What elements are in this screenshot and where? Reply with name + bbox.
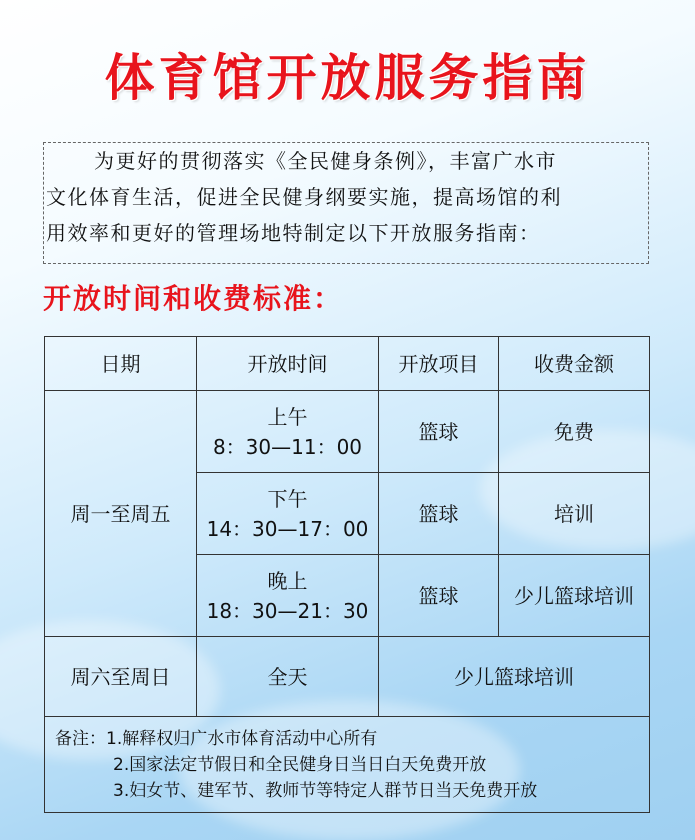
table-header-row bbox=[45, 337, 650, 391]
item-cell: 篮球 bbox=[379, 391, 499, 473]
notes-row bbox=[45, 717, 650, 813]
schedule-table bbox=[44, 336, 650, 813]
item-cell: 篮球 bbox=[379, 555, 499, 637]
weekend-time: 全天 bbox=[197, 637, 379, 717]
period-label: 晚上 bbox=[267, 568, 308, 593]
period-label: 下午 bbox=[267, 486, 308, 511]
header-cell: 收费金额 bbox=[499, 337, 650, 391]
header-cell: 日期 bbox=[45, 337, 197, 391]
item-cell: 篮球 bbox=[379, 473, 499, 555]
table-row bbox=[45, 391, 650, 473]
header-cell: 开放时间 bbox=[197, 337, 379, 391]
notes-cell bbox=[45, 717, 650, 813]
period-label: 上午 bbox=[267, 404, 308, 429]
note-line: 2.国家法定节假日和全民健身日当日白天免费开放 bbox=[113, 754, 487, 775]
page-title: 体育馆开放服务指南 bbox=[104, 49, 591, 107]
intro-line: 用效率和更好的管理场地特制定以下开放服务指南： bbox=[46, 221, 541, 245]
time-range: 8：30—11：00 bbox=[212, 434, 363, 459]
time-cell bbox=[197, 391, 379, 473]
intro-paragraph bbox=[43, 142, 649, 264]
intro-line: 文化体育生活，促进全民健身纲要实施，提高场馆的利 bbox=[46, 185, 562, 209]
weekday-label: 周一至周五 bbox=[45, 391, 197, 637]
section-title: 开放时间和收费标准： bbox=[43, 282, 344, 315]
time-cell bbox=[197, 555, 379, 637]
weekend-item: 少儿篮球培训 bbox=[379, 637, 650, 717]
header-cell: 开放项目 bbox=[379, 337, 499, 391]
note-line: 备注：1.解释权归广水市体育活动中心所有 bbox=[55, 728, 378, 749]
weekend-label: 周六至周日 bbox=[45, 637, 197, 717]
fee-cell: 培训 bbox=[499, 473, 650, 555]
time-range: 18：30—21：30 bbox=[206, 598, 369, 623]
table-row bbox=[45, 637, 650, 717]
fee-cell: 少儿篮球培训 bbox=[499, 555, 650, 637]
fee-cell: 免费 bbox=[499, 391, 650, 473]
note-line: 3.妇女节、建军节、教师节等特定人群节日当天免费开放 bbox=[113, 780, 538, 801]
time-cell bbox=[197, 473, 379, 555]
intro-line: 为更好的贯彻落实《全民健身条例》，丰富广水市 bbox=[94, 149, 557, 173]
time-range: 14：30—17：00 bbox=[206, 516, 369, 541]
